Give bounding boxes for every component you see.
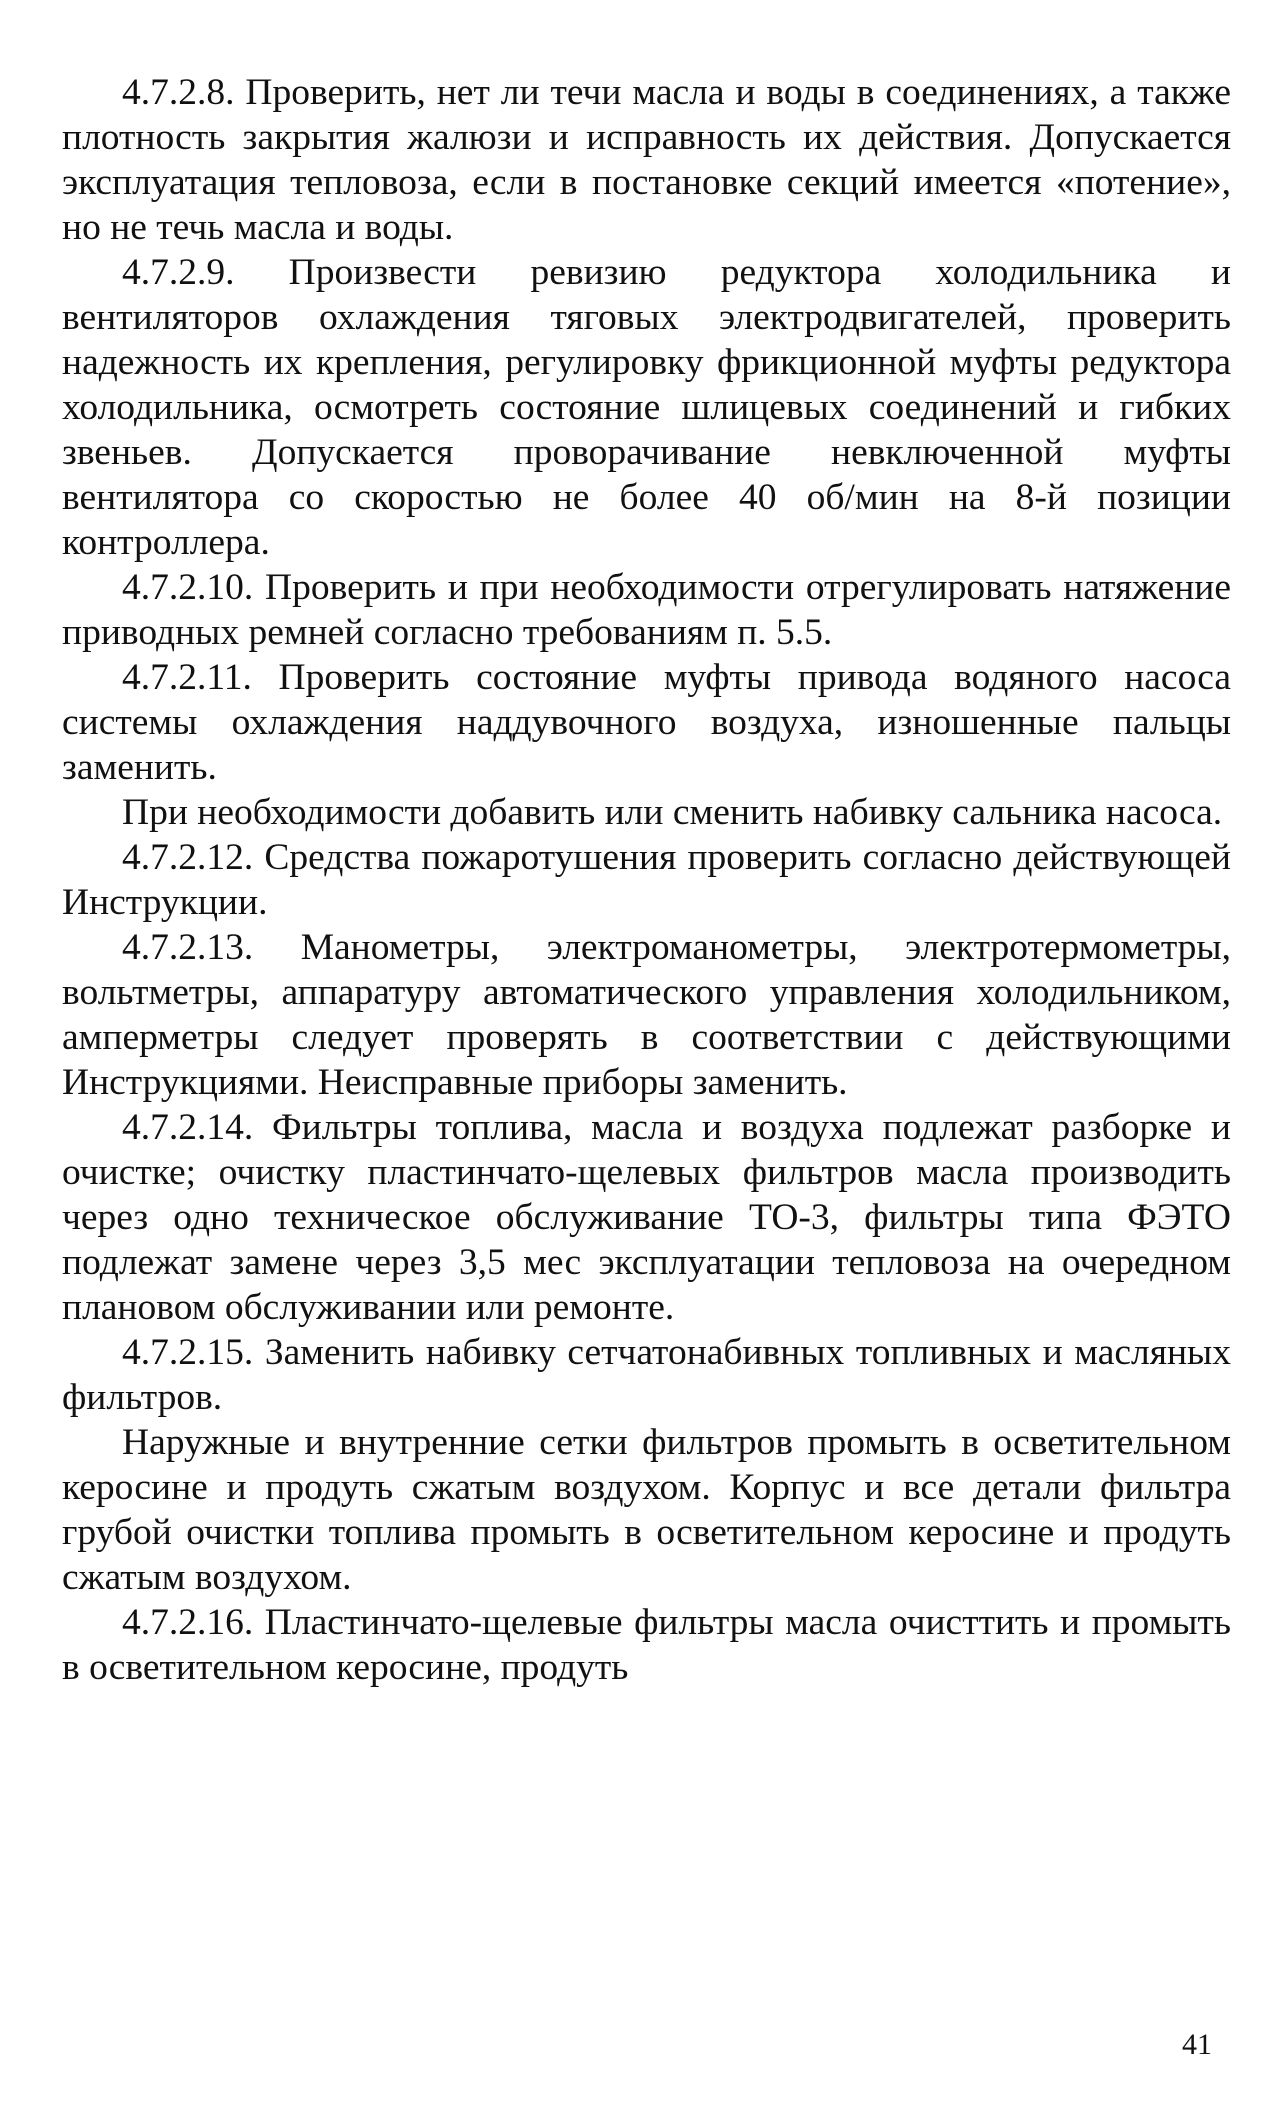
paragraph-4-7-2-13: 4.7.2.13. Манометры, электроманометры, электротермометры, вольтметры, аппаратуру автоматического управления холодильником, амперметры следует проверять в соответствии с действующими Инструкциями. Неисправные приборы заменить. <box>62 927 1231 1103</box>
paragraph-4-7-2-14: 4.7.2.14. Фильтры топлива, масла и воздуха подлежат разборке и очистке; очистку пластинчато-щелевых фильтров масла производить через одно техническое обслуживание ТО-3, фильтры типа ФЭТО подлежат замене через 3,5 мес эксплуатации тепловоза на очередном плановом обслуживании или ремонте. <box>62 1107 1231 1328</box>
paragraph-4-7-2-9: 4.7.2.9. Произвести ревизию редуктора холодильника и вентиляторов охлаждения тяговых электродвигателей, проверить надежность их крепления, регулировку фрикционной муфты редуктора холодильника, осмотреть состояние шлицевых соединений и гибких звеньев. Допускается проворачивание невключенной муфты вентилятора со скоростью не более 40 об/мин на 8-й позиции контроллера. <box>62 252 1231 563</box>
paragraph-4-7-2-10: 4.7.2.10. Проверить и при необходимости отрегулировать натяжение приводных ремней согласно требованиям п. 5.5. <box>62 567 1231 653</box>
paragraph-4-7-2-15: 4.7.2.15. Заменить набивку сетчатонабивных топливных и масляных фильтров. <box>62 1332 1231 1418</box>
paragraph-filter-meshes: Наружные и внутренние сетки фильтров промыть в осветительном керосине и продуть сжатым воздухом. Корпус и все детали фильтра грубой очистки топлива промыть в осветительном керосине и продуть сжатым воздухом. <box>62 1422 1231 1598</box>
paragraph-pump-gland: При необходимости добавить или сменить набивку сальника насоса. <box>122 792 1223 833</box>
page-number: 41 <box>1182 2028 1212 2061</box>
paragraph-4-7-2-8: 4.7.2.8. Проверить, нет ли течи масла и воды в соединениях, а также плотность закрытия жалюзи и исправность их действия. Допускается эксплуатация тепловоза, если в постановке секций имеется «потение», но не течь масла и воды. <box>62 72 1231 248</box>
body-text <box>62 70 1231 1690</box>
paragraph-4-7-2-11: 4.7.2.11. Проверить состояние муфты привода водяного насоса системы охлаждения наддувочного воздуха, изношенные пальцы заменить. <box>62 657 1231 788</box>
paragraph-4-7-2-12: 4.7.2.12. Средства пожаротушения проверить согласно действующей Инструкции. <box>62 837 1231 923</box>
paragraph-4-7-2-16: 4.7.2.16. Пластинчато-щелевые фильтры масла очисттить и промыть в осветительном керосине, продуть <box>62 1602 1231 1688</box>
